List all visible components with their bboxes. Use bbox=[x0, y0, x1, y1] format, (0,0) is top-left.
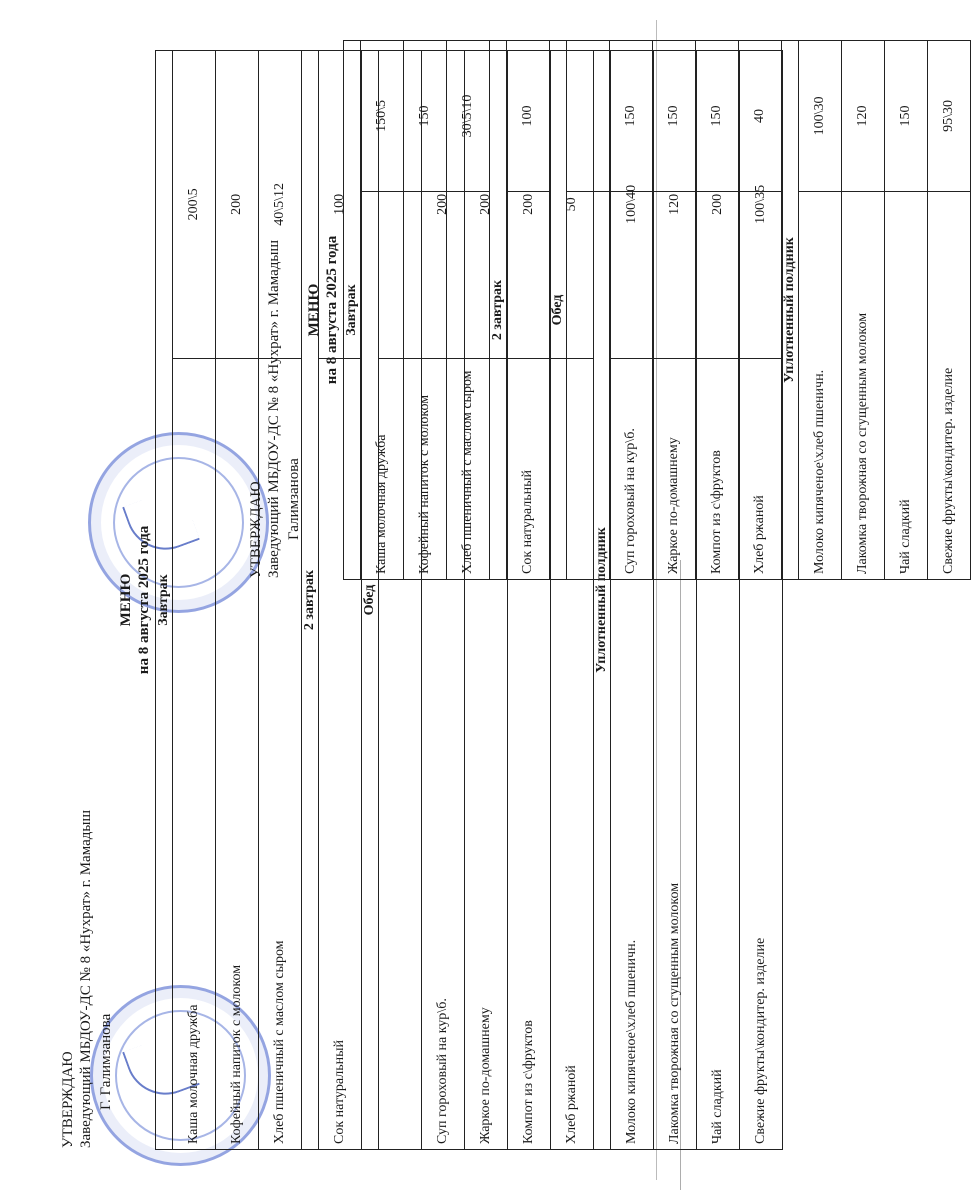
portion-weight: 200 bbox=[216, 51, 259, 359]
table-row bbox=[885, 41, 928, 580]
table-row bbox=[404, 41, 447, 580]
meal-section-row bbox=[782, 41, 799, 580]
portion-weight: 200 bbox=[508, 51, 551, 359]
table-row bbox=[173, 51, 216, 1150]
dish-name: Лакомка творожная со сгущенным молоком bbox=[654, 358, 697, 1149]
meal-section-row bbox=[550, 41, 567, 580]
dish-name: Сок натуральный bbox=[507, 191, 550, 579]
portion-weight: 150\5 bbox=[361, 41, 404, 192]
approver-position: Заведующий МБДОУ-ДС № 8 «Нухрат» г. Мамадыш bbox=[78, 809, 94, 1148]
meal-section-label: Уплотненный полдник bbox=[594, 51, 611, 1150]
dish-name: Хлеб ржаной bbox=[739, 191, 782, 579]
portion-weight: 120 bbox=[654, 51, 697, 359]
table-row bbox=[799, 41, 842, 580]
portion-weight: 200 bbox=[465, 51, 508, 359]
menu-date: на 8 августа 2025 года bbox=[324, 235, 340, 385]
dish-name: Молоко кипяченое\хлеб пшеничн. bbox=[611, 358, 654, 1149]
meal-section-row bbox=[344, 41, 361, 580]
portion-weight: 40\5\12 bbox=[259, 51, 302, 359]
portion-weight: 100\30 bbox=[799, 41, 842, 192]
dish-name: Кофейный напиток с молоком bbox=[404, 191, 447, 579]
dish-name: Каша молочная дружба bbox=[361, 191, 404, 579]
dish-name: Каша молочная дружба bbox=[173, 358, 216, 1149]
approve-label: УТВЕРЖДАЮ bbox=[60, 1051, 76, 1148]
dish-cell bbox=[567, 191, 610, 579]
meal-section-label: Завтрак bbox=[156, 51, 173, 1150]
portion-weight: 200 bbox=[422, 51, 465, 359]
meal-section-label: Обед bbox=[362, 51, 379, 1150]
portion-weight: 150 bbox=[404, 41, 447, 192]
approve-label: УТВЕРЖДАЮ bbox=[248, 481, 264, 578]
dish-name: Хлеб пшеничный с маслом сыром bbox=[259, 358, 302, 1149]
portion-weight: 100 bbox=[319, 51, 362, 359]
portion-weight: 100\35 bbox=[740, 51, 783, 359]
portion-weight: 100\40 bbox=[611, 51, 654, 359]
menu-title: МЕНЮ bbox=[118, 573, 134, 627]
approver-position: Заведующий МБДОУ-ДС № 8 «Нухрат» г. Мамадыш bbox=[266, 239, 282, 578]
dish-name: Молоко кипяченое\хлеб пшеничн. bbox=[799, 191, 842, 579]
empty-row bbox=[567, 41, 610, 580]
portion-weight: 95\30 bbox=[928, 41, 971, 192]
table-row bbox=[447, 41, 490, 580]
dish-name: Жаркое по-домашнему bbox=[653, 191, 696, 579]
dish-name: Сок натуральный bbox=[319, 358, 362, 1149]
portion-weight: 200\5 bbox=[173, 51, 216, 359]
meal-section-label: Завтрак bbox=[344, 41, 361, 580]
portion-weight: 150 bbox=[696, 41, 739, 192]
dish-name: Суп гороховый на кур\б. bbox=[610, 191, 653, 579]
table-row bbox=[610, 41, 653, 580]
meal-section-label: 2 завтрак bbox=[302, 51, 319, 1150]
director-name: Г. Галимзанова bbox=[98, 1013, 114, 1110]
table-row bbox=[361, 41, 404, 580]
portion-weight: 150 bbox=[885, 41, 928, 192]
portion-weight: 40 bbox=[739, 41, 782, 192]
menu-date: на 8 августа 2025 года bbox=[136, 525, 152, 675]
dish-name: Лакомка творожная со сгущенным молоком bbox=[842, 191, 885, 579]
dish-name: Чай сладкий bbox=[885, 191, 928, 579]
qty-cell bbox=[567, 41, 610, 192]
portion-weight: 100 bbox=[507, 41, 550, 192]
table-row bbox=[507, 41, 550, 580]
menu-table bbox=[343, 40, 971, 580]
meal-section-row bbox=[490, 41, 507, 580]
table-row bbox=[696, 41, 739, 580]
table-row bbox=[739, 41, 782, 580]
dish-name: Свежие фрукты\кондитер. изделие bbox=[740, 358, 783, 1149]
table-row bbox=[653, 41, 696, 580]
dish-name: Свежие фрукты\кондитер. изделие bbox=[928, 191, 971, 579]
meal-section-row bbox=[156, 51, 173, 1150]
portion-weight: 150 bbox=[610, 41, 653, 192]
meal-section-label: Обед bbox=[550, 41, 567, 580]
portion-weight: 30\5\10 bbox=[447, 41, 490, 192]
director-name: Галимзанова bbox=[286, 458, 302, 540]
dish-name: Кофейный напиток с молоком bbox=[216, 358, 259, 1149]
dish-name: Жаркое по-домашнему bbox=[465, 358, 508, 1149]
portion-weight: 200 bbox=[697, 51, 740, 359]
table-row bbox=[842, 41, 885, 580]
menu-title: МЕНЮ bbox=[306, 283, 322, 337]
dish-name: Суп гороховый на кур\б. bbox=[422, 358, 465, 1149]
portion-weight: 120 bbox=[842, 41, 885, 192]
meal-section-label: 2 завтрак bbox=[490, 41, 507, 580]
portion-weight: 50 bbox=[551, 51, 594, 359]
dish-name: Компот из с\фруктов bbox=[696, 191, 739, 579]
dish-name: Чай сладкий bbox=[697, 358, 740, 1149]
portion-weight: 150 bbox=[653, 41, 696, 192]
dish-name: Хлеб ржаной bbox=[551, 358, 594, 1149]
table-row bbox=[928, 41, 971, 580]
dish-name: Компот из с\фруктов bbox=[508, 358, 551, 1149]
dish-name: Хлеб пшеничный с маслом сыром bbox=[447, 191, 490, 579]
meal-section-label: Уплотненный полдник bbox=[782, 41, 799, 580]
